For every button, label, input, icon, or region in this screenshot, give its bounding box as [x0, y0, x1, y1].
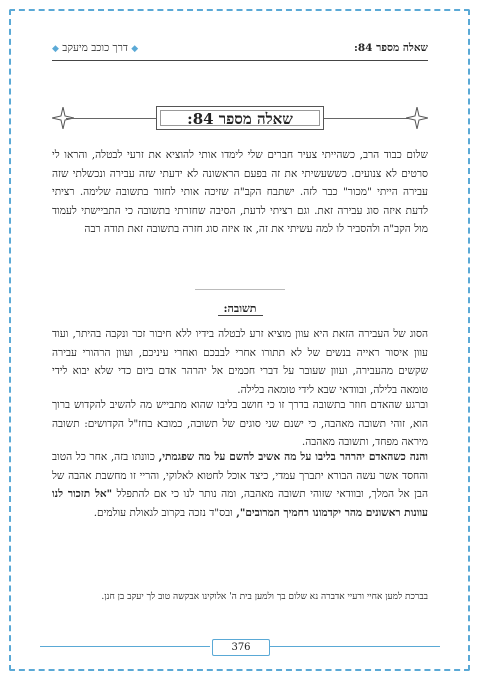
- footer-rule-right: [270, 646, 440, 647]
- answer-bold-phrase: והנה כשהאדם יהרהר בליבו על מה אשיב להשם על מה שפגמתי,: [158, 451, 428, 463]
- star-ornament-icon: [406, 107, 428, 129]
- title-rule-right: [324, 118, 414, 119]
- header-rule: [52, 60, 428, 61]
- answer-paragraph-3: [52, 448, 428, 522]
- answer-paragraph-1: הסוג של העבירה הזאת היא עוון מוציא זרע לבטלה בידיו ללא חיבור זכר ונקבה בהיתר, ועוד עוון איסור ראייה בנשים של לא תתורו אחרי לבבכם ואחרי עיניכם, ועוון הרהורי עבירה שקשים מהעבירה, ועוון שעובר על דברי חכמים אל יהרהר אדם ביום כדי שלא יבוא לידי טומאה בלילה, ובוודאי שבא לידי טומאה בלילה.: [52, 328, 428, 396]
- answer-text: כוונתו בזה, אחר כל הטוב והחסד אשר עשה הבורא יתברך עמדי, כיצד אוכל לחטוא לאלוקי, והריי זו מחשבת אהבה של הבן אל המלך, ובוודאי שזוהי תשובה מאהבה, ומה נותר לנו כי אם להתפלל: [52, 451, 428, 500]
- question-text: שלום כבוד הרב, כשהייתי צעיר חברים שלי לימדו אותי להוציא את זרעי לבטלה, והראו לי סרטים לא צנועים. כששעשיתי את זה בפעם הראשונה לא ידעתי שזה עבירה ונכשלתי שזה עבירה הייתי "מכור" כבר לזה. ישתבח הקב"ה שזיכה אותי לחזור בתשובה שלימה. רציתי לדעת איזה סוג עבירה זאת. וגם רציתי לדעת, הסיבה שחזרתי בתשובה כי התביישתי לעמוד מול הקב"ה ולהסביר לו למה עשיתי את זה, אז איזה סוג חזרה בתשובה זאת תודה רבה: [52, 149, 428, 235]
- signature: בברכת למען אחיי ורעיי אדברה נא שלום בך ולמען בית ה' אלוקינו אבקשה טוב לך יעקב בן חנן.: [101, 592, 428, 602]
- bullet-icon: ◆: [52, 44, 59, 54]
- header-book-title: [52, 42, 138, 54]
- answer-heading: [52, 297, 428, 316]
- title-rule-left: [66, 118, 156, 119]
- answer-text-end: ובס"ד נזכה בקרוב לגאולת עולמים.: [93, 506, 237, 519]
- bullet-icon: ◆: [131, 44, 139, 54]
- header-book-title-text: דרך כוכב מיעקב: [62, 42, 128, 54]
- answer-divider: [195, 289, 285, 290]
- page-title: שאלה מספר 84:: [156, 106, 324, 130]
- footer-rule-left: [40, 646, 210, 647]
- running-header: [52, 42, 428, 58]
- answer-heading-text: תשובה:: [218, 302, 263, 316]
- title-banner: [52, 104, 428, 134]
- header-question-label: שאלה מספר 84:: [353, 42, 428, 54]
- answer-paragraph-2: וברגע שהאדם חוזר בתשובה בדרך זו כי חושב בליבו שהוא מתבייש מה להשיב להקדוש ברוך הוא, זוהי תשובה מאהבה, כי ישנם שני סוגים של תשובה, כמובא בחז"ל הקדושים: תשובה מיראה מפחד, ותשובה מאהבה.: [52, 399, 428, 448]
- page-number: 376: [212, 639, 270, 656]
- prayer-quote: "אל תזכור לנו עוונות ראשונים מהר יקדמונו רחמיך המרובים",: [52, 488, 428, 519]
